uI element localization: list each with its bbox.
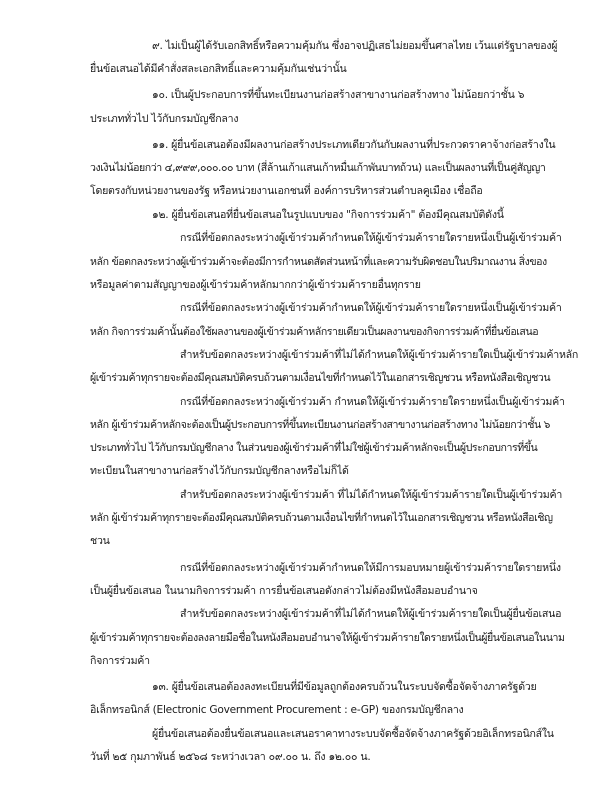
para-12-b-line-1: กรณีที่ข้อตกลงระหว่างผู้เข้าร่วมค้ากำหนดให้ผู้เข้าร่วมค้ารายใดรายหนึ่งเป็นผู้เข้าร่วมค้า [180,302,562,314]
para-11-line-2: วงเงินไม่น้อยกว่า ๔,๙๙๙,๐๐๐.๐๐ บาท (สี่ล้านเก้าแสนเก้าหมื่นเก้าพันบาทถ้วน) และเป็นผลงานที่เป็นคู่สัญญา [90,162,546,174]
para-12-e-line-2: หลัก ผู้เข้าร่วมค้าทุกรายจะต้องมีคุณสมบัติครบถ้วนตามเงื่อนไขที่กำหนดไว้ในเอกสารเชิญชวน หรือหนังสือเชิญ [90,512,553,524]
para-12-d-line-2: หลัก ผู้เข้าร่วมค้าหลักจะต้องเป็นผู้ประกอบการที่ขึ้นทะเบียนงานก่อสร้างสาขางานก่อสร้างทาง ไม่น้อยกว่าชั้น ๖ [90,419,550,431]
para-10-line-1: ๑๐. เป็นผู้ประกอบการที่ขึ้นทะเบียนงานก่อสร้างสาขางานก่อสร้างทาง ไม่น้อยกว่าชั้น ๖ [152,89,525,101]
para-12-g-line-3: กิจการร่วมค้า [90,655,150,667]
para-11-line-3: โดยตรงกับหน่วยงานของรัฐ หรือหน่วยงานเอกชนที่ องค์การบริหารส่วนตำบลคูเมือง เชื่อถือ [90,185,483,197]
para-12-heading: ๑๒. ผู้ยื่นข้อเสนอที่ยื่นข้อเสนอในรูปแบบของ "กิจการร่วมค้า" ต้องมีคุณสมบัติดังนี้ [152,209,504,221]
para-12-g-line-2: ผู้เข้าร่วมค้าทุกรายจะต้องลงลายมือชื่อในหนังสือมอบอำนาจให้ผู้เข้าร่วมค้ารายใดรายหนึ่งเป็นผู้ยื่นข้อเสนอในนาม [90,632,565,644]
para-11-line-1: ๑๑. ผู้ยื่นข้อเสนอต้องมีผลงานก่อสร้างประเภทเดียวกันกับผลงานที่ประกวดราคาจ้างก่อสร้างใน [152,139,556,151]
para-12-c-line-1: สำหรับข้อตกลงระหว่างผู้เข้าร่วมค้าที่ไม่ได้กำหนดให้ผู้เข้าร่วมค้ารายใดเป็นผู้เข้าร่วมค้าหลัก [180,349,579,361]
para-12-d-line-3: ประเภททั่วไป ไว้กับกรมบัญชีกลาง ในส่วนของผู้เข้าร่วมค้าที่ไม่ใช่ผู้เข้าร่วมค้าหลักจะเป็นผู้ประกอบการที่ขึ้น [90,442,538,454]
para-12-d-line-4: ทะเบียนในสาขางานก่อสร้างไว้กับกรมบัญชีกลางหรือไม่ก็ได้ [90,465,349,477]
bid-submission-line-1: ผู้ยื่นข้อเสนอต้องยื่นข้อเสนอและเสนอราคาทางระบบจัดซื้อจัดจ้างภาครัฐด้วยอิเล็กทรอนิกส์ใน [152,728,554,740]
para-10-line-2: ประเภททั่วไป ไว้กับกรมบัญชีกลาง [90,113,239,125]
para-9-line-2: ยื่นข้อเสนอได้มีคำสั่งสละเอกสิทธิ์และความคุ้มกันเช่นว่านั้น [90,63,347,75]
para-12-g-line-1: สำหรับข้อตกลงระหว่างผู้เข้าร่วมค้าที่ไม่ได้กำหนดให้ผู้เข้าร่วมค้ารายใดเป็นผู้ยื่นข้อเสนอ [180,608,562,620]
para-12-e-line-3: ชวน [90,535,110,547]
bid-submission-date: วันที่ ๒๕ กุมภาพันธ์ ๒๕๖๘ ระหว่างเวลา ๐๙.๐๐ น. ถึง ๑๒.๐๐ น. [90,751,371,763]
para-12-d-line-1: กรณีที่ข้อตกลงระหว่างผู้เข้าร่วมค้า กำหนดให้ผู้เข้าร่วมค้ารายใดรายหนึ่งเป็นผู้เข้าร่วมค้า [180,396,565,408]
para-12-b-line-2: หลัก กิจการร่วมค้านั้นต้องใช้ผลงานของผู้เข้าร่วมค้าหลักรายเดียวเป็นผลงานของกิจการร่วมค้าที่ยื่นข้อเสนอ [90,326,539,338]
para-12-f-line-1: กรณีที่ข้อตกลงระหว่างผู้เข้าร่วมค้ากำหนดให้มีการมอบหมายผู้เข้าร่วมค้ารายใดรายหนึ่ง [180,562,561,574]
para-13-line-2: อิเล็กทรอนิกส์ (Electronic Government Procurement : e-GP) ของกรมบัญชีกลาง [90,704,464,716]
para-13-line-1: ๑๓. ผู้ยื่นข้อเสนอต้องลงทะเบียนที่มีข้อมูลถูกต้องครบถ้วนในระบบจัดซื้อจัดจ้างภาครัฐด้วย [152,681,537,693]
para-12-a-line-3: หรือมูลค่าตามสัญญาของผู้เข้าร่วมค้าหลักมากกว่าผู้เข้าร่วมค้ารายอื่นทุกราย [90,279,421,291]
para-12-f-line-2: เป็นผู้ยื่นข้อเสนอ ในนามกิจการร่วมค้า การยื่นข้อเสนอดังกล่าวไม่ต้องมีหนังสือมอบอำนาจ [90,585,478,597]
para-12-a-line-1: กรณีที่ข้อตกลงระหว่างผู้เข้าร่วมค้ากำหนดให้ผู้เข้าร่วมค้ารายใดรายหนึ่งเป็นผู้เข้าร่วมค้า [180,232,562,244]
para-12-c-line-2: ผู้เข้าร่วมค้าทุกรายจะต้องมีคุณสมบัติครบถ้วนตามเงื่อนไขที่กำหนดไว้ในเอกสารเชิญชวน หรือหนังสือเชิญชวน [90,372,551,384]
para-12-e-line-1: สำหรับข้อตกลงระหว่างผู้เข้าร่วมค้า ที่ไม่ได้กำหนดให้ผู้เข้าร่วมค้ารายใดเป็นผู้เข้าร่วมค้า [180,489,563,501]
para-9-line-1: ๙. ไม่เป็นผู้ได้รับเอกสิทธิ์หรือความคุ้มกัน ซึ่งอาจปฏิเสธไม่ยอมขึ้นศาลไทย เว้นแต่รัฐบาลของผู้ [152,40,558,52]
para-12-a-line-2: หลัก ข้อตกลงระหว่างผู้เข้าร่วมค้าจะต้องมีการกำหนดสัดส่วนหน้าที่และความรับผิดชอบในปริมาณงาน สิ่งของ [90,256,547,268]
